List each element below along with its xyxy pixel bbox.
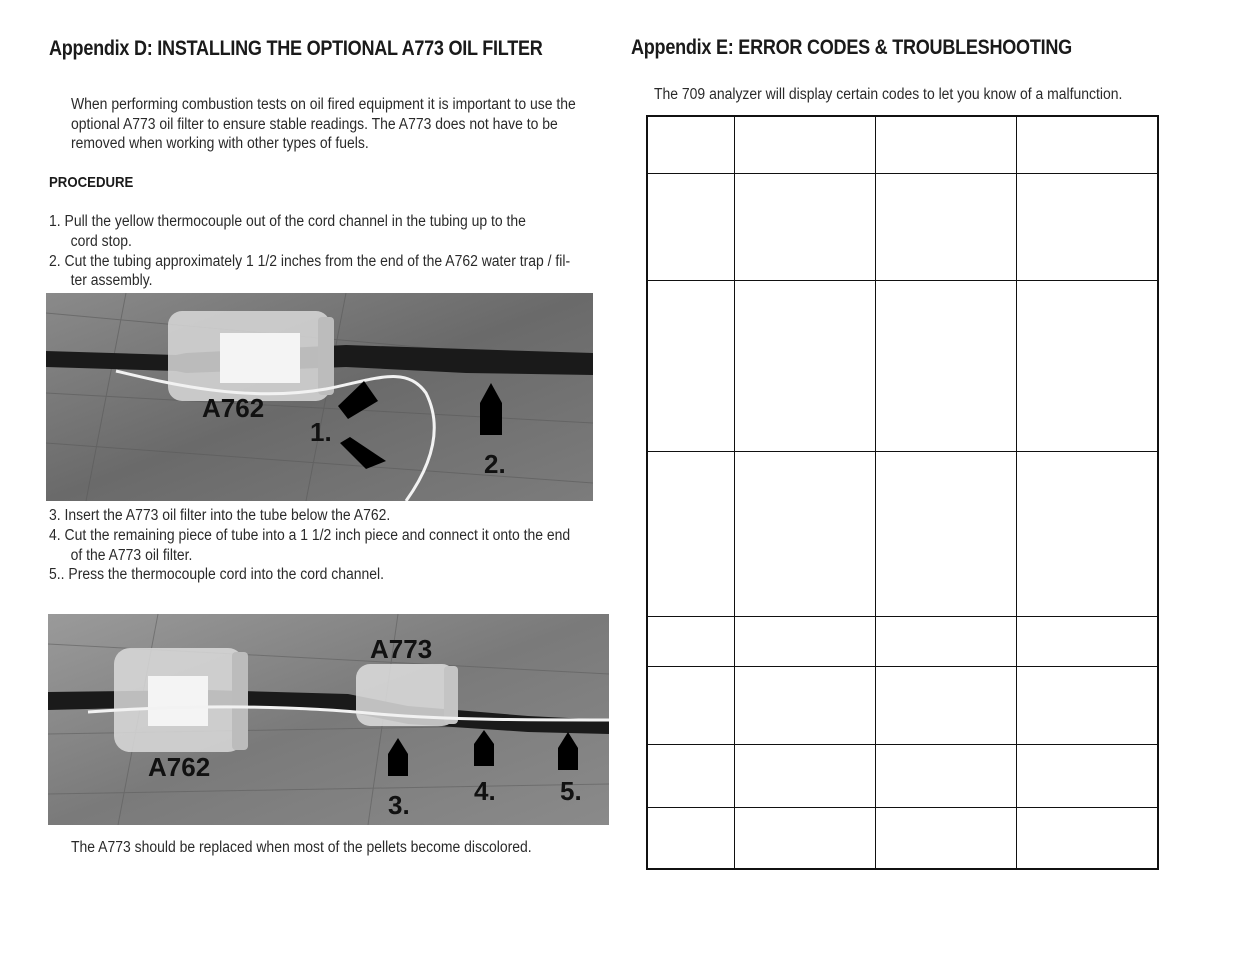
- table-row-divider: [646, 744, 1159, 745]
- photo2-part-label-top: A773: [370, 634, 433, 664]
- steps-before-list: [49, 212, 628, 291]
- table-border-left: [646, 115, 648, 870]
- step-2-text: 2. Cut the tubing approximately 1 1/2 inches from the end of the A762 water trap / fil-: [49, 252, 571, 270]
- error-code-table: [646, 115, 1159, 870]
- photo-a773-installed: [48, 614, 609, 825]
- photo2-marker-3: 3.: [388, 790, 410, 820]
- procedure-heading: PROCEDURE: [49, 174, 134, 191]
- photo1-part-label: A762: [202, 393, 265, 423]
- step-4-text: 4. Cut the remaining piece of tube into a 1 1/2 inch piece and connect it onto the end: [49, 526, 571, 544]
- appendix-d-title: Appendix D: INSTALLING THE OPTIONAL A773 OIL FILTER: [49, 37, 543, 60]
- table-row-divider: [646, 666, 1159, 667]
- step-4-cont: of the A773 oil filter.: [70, 546, 193, 564]
- list-item: [49, 565, 570, 585]
- table-row-divider: [646, 616, 1159, 617]
- step-1-text: 1. Pull the yellow thermocouple out of the cord channel in the tubing up to the: [49, 213, 526, 230]
- photo2-marker-4: 4.: [474, 776, 496, 806]
- photo-a762-cut: [46, 293, 593, 501]
- list-item: [49, 526, 570, 566]
- step-1-cont: cord stop.: [70, 232, 132, 250]
- table-row-divider: [646, 451, 1159, 452]
- step-5-text: 5.. Press the thermocouple cord into the cord channel.: [49, 566, 384, 584]
- list-item: [49, 506, 570, 526]
- table-border-right: [1157, 115, 1159, 870]
- appendix-e-intro: The 709 analyzer will display certain codes to let you know of a malfunction.: [654, 86, 1123, 103]
- table-border-top: [646, 115, 1159, 117]
- table-border-bottom: [646, 868, 1159, 870]
- photo1-marker-1: 1.: [310, 417, 332, 447]
- appendix-d-intro: When performing combustion tests on oil fired equipment it is important to use the optional A773 oil filter to ensure stable readings. The A773 does not have to be removed when working with other types of fuels.: [71, 96, 576, 153]
- table-col-divider: [734, 115, 735, 870]
- table-row-divider: [646, 280, 1159, 281]
- table-row-divider: [646, 173, 1159, 174]
- steps-after-list: [49, 506, 628, 585]
- appendix-e-title: Appendix E: ERROR CODES & TROUBLESHOOTING: [631, 36, 1072, 59]
- list-item: [49, 212, 570, 252]
- table-row-divider: [646, 807, 1159, 808]
- table-col-divider: [875, 115, 876, 870]
- table-col-divider: [1016, 115, 1017, 870]
- photo2-marker-5: 5.: [560, 776, 582, 806]
- photo2-part-label-bottom: A762: [148, 752, 211, 782]
- photo1-marker-2: 2.: [484, 449, 506, 479]
- step-3-text: 3. Insert the A773 oil filter into the tube below the A762.: [49, 507, 391, 524]
- list-item: [49, 252, 570, 292]
- step-2-cont: ter assembly.: [70, 272, 153, 290]
- filter-replacement-note: The A773 should be replaced when most of the pellets become discolored.: [71, 839, 532, 856]
